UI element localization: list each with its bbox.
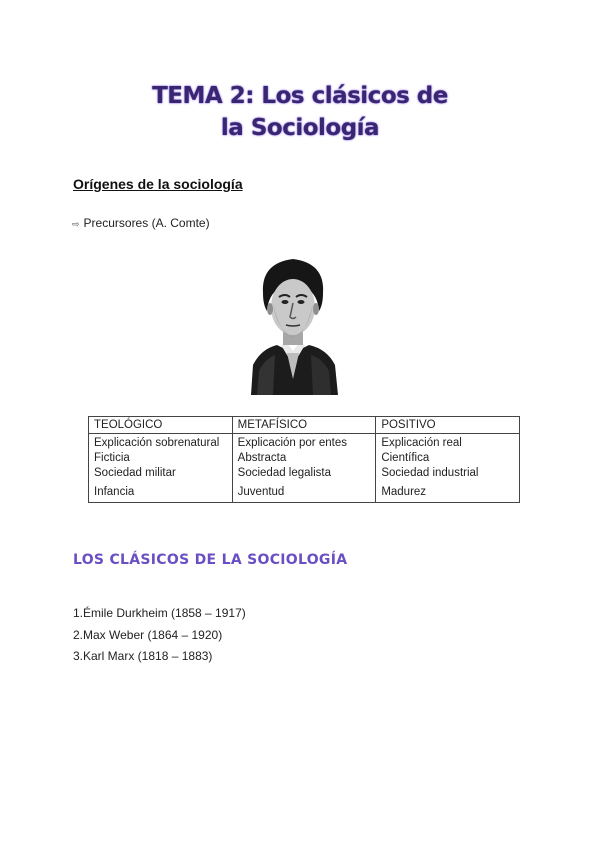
- table-row: [89, 434, 520, 503]
- origins-heading: Orígenes de la sociología: [73, 176, 243, 192]
- cell-line: Abstracta: [237, 452, 287, 464]
- cell-line: Científica: [381, 452, 430, 464]
- table-header-cell: POSITIVO: [376, 417, 520, 434]
- table-header-cell: METAFÍSICO: [232, 417, 376, 434]
- list-item: 3.Karl Marx (1818 – 1883): [73, 649, 213, 663]
- table-cell-positivo: [376, 434, 520, 503]
- cell-line: Ficticia: [94, 452, 130, 464]
- cell-line: Explicación real: [381, 437, 462, 449]
- arrow-right-icon: ⇨: [72, 219, 80, 229]
- classics-heading: LOS CLÁSICOS DE LA SOCIOLOGÍA: [73, 552, 348, 568]
- table-header-cell: TEOLÓGICO: [89, 417, 233, 434]
- portrait-image: [243, 253, 343, 395]
- stages-table: [88, 416, 520, 503]
- classics-list: [73, 603, 246, 668]
- precursors-text: Precursores (A. Comte): [83, 216, 210, 230]
- page-title-line-1: TEMA 2: Los clásicos de: [152, 83, 448, 109]
- cell-line: Sociedad industrial: [381, 467, 479, 479]
- table-header-row: [89, 417, 520, 434]
- table-cell-teologico: [89, 434, 233, 503]
- cell-line: Sociedad legalista: [237, 467, 331, 479]
- page-title: [0, 80, 600, 144]
- cell-line: Explicación sobrenatural: [94, 437, 220, 449]
- list-item: 1.Émile Durkheim (1858 – 1917): [73, 606, 246, 620]
- table-cell-metafisico: [232, 434, 376, 503]
- list-item: 2.Max Weber (1864 – 1920): [73, 627, 223, 642]
- page-title-line-2: la Sociología: [220, 115, 380, 141]
- cell-line: Infancia: [94, 486, 135, 498]
- cell-line: Madurez: [381, 486, 427, 498]
- cell-line: Sociedad militar: [94, 467, 176, 479]
- precursors-bullet: [72, 216, 210, 230]
- cell-line: Juventud: [237, 486, 285, 498]
- cell-line: Explicación por entes: [237, 437, 347, 449]
